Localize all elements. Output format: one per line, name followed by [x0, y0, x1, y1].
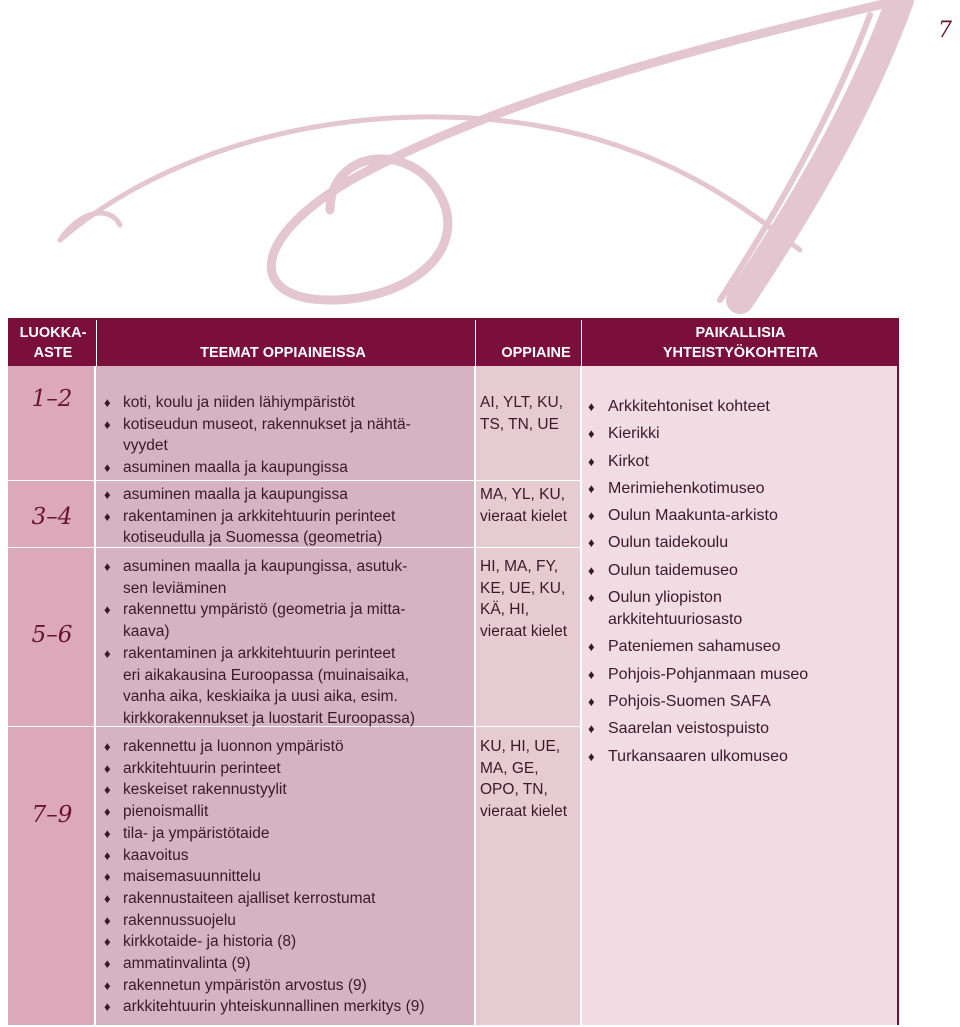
topics-7-9 — [104, 736, 474, 1018]
list-item: ♦ koti, koulu ja niiden lähiympäristöt — [104, 392, 474, 414]
list-item: ♦ Oulun Maakunta-arkisto — [588, 505, 893, 527]
subject-5-6: HI, MA, FY, KE, UE, KU, KÄ, HI, vieraat kielet — [480, 558, 568, 641]
list-item: ♦ Arkkitehtoniset kohteet — [588, 396, 893, 418]
list-item: ♦ rakennetun ympäristön arvostus (9) — [104, 975, 474, 997]
topics-3-4 — [104, 484, 474, 549]
list-item: ♦ maisemasuunnittelu — [104, 866, 474, 888]
list-item: ♦ rakennustaiteen ajalliset kerrostumat — [104, 888, 474, 910]
list-item: ♦ Turkansaaren ulkomuseo — [588, 746, 893, 768]
table-header — [8, 318, 899, 366]
header-partners: PAIKALLISIA YHTEISTYÖKOHTEITA — [662, 325, 819, 361]
curriculum-table — [8, 318, 899, 1025]
list-item: ♦ rakentaminen ja arkkitehtuurin perinteet kotiseudulla ja Suomessa (geometria) — [104, 506, 474, 549]
list-item: ♦ Oulun yliopiston arkkitehtuuriosasto — [588, 587, 893, 631]
partners-list — [588, 396, 893, 773]
list-item: ♦ kirkkotaide- ja historia (8) — [104, 931, 474, 953]
grade-7-9: 7–9 — [31, 802, 73, 828]
list-item: ♦ asuminen maalla ja kaupungissa — [104, 484, 474, 506]
list-item: ♦ rakentaminen ja arkkitehtuurin perinteet eri aikakausina Euroopassa (muinaisaika, vanha aika, keskiaika ja uusi aika, esim. kirkkorakennukset ja luostarit Euroopassa) — [104, 643, 474, 730]
list-item: ♦ Oulun taidekoulu — [588, 532, 893, 554]
header-grade: LUOKKA- ASTE — [19, 325, 87, 361]
list-item: ♦ rakennussuojelu — [104, 910, 474, 932]
list-item: ♦ Pohjois-Suomen SAFA — [588, 691, 893, 713]
header-subject: OPPIAINE — [501, 345, 571, 361]
list-item: ♦ Kierikki — [588, 423, 893, 445]
subject-column — [476, 366, 580, 1025]
subject-7-9: KU, HI, UE, MA, GE, OPO, TN, vieraat kielet — [480, 738, 568, 821]
list-item: ♦ tila- ja ympäristötaide — [104, 823, 474, 845]
list-item: ♦ asuminen maalla ja kaupungissa — [104, 457, 474, 479]
list-item: ♦ Pateniemen sahamuseo — [588, 636, 893, 658]
list-item: ♦ Kirkot — [588, 451, 893, 473]
list-item: ♦ keskeiset rakennustyylit — [104, 779, 474, 801]
list-item: ♦ Oulun taidemuseo — [588, 560, 893, 582]
list-item: ♦ pienoismallit — [104, 801, 474, 823]
table-body — [8, 366, 899, 1025]
grade-3-4: 3–4 — [31, 504, 73, 530]
page-number: 7 — [938, 18, 952, 43]
decorative-letter-a — [0, 0, 960, 330]
list-item: ♦ kaavoitus — [104, 845, 474, 867]
list-item: ♦ arkkitehtuurin yhteiskunnallinen merkitys (9) — [104, 996, 474, 1018]
list-item: ♦ kotiseudun museot, rakennukset ja nähtä- vyydet — [104, 414, 474, 457]
list-item: ♦ ammatinvalinta (9) — [104, 953, 474, 975]
subject-3-4: MA, YL, KU, vieraat kielet — [480, 486, 568, 525]
list-item: ♦ Merimiehenkotimuseo — [588, 478, 893, 500]
list-item: ♦ rakennettu ja luonnon ympäristö — [104, 736, 474, 758]
grade-5-6: 5–6 — [31, 622, 73, 648]
list-item: ♦ Saarelan veistospuisto — [588, 718, 893, 740]
topics-5-6 — [104, 556, 474, 730]
subject-1-2: AI, YLT, KU, TS, TN, UE — [480, 394, 563, 433]
list-item: ♦ Pohjois-Pohjanmaan museo — [588, 664, 893, 686]
header-topics: TEEMAT OPPIAINEISSA — [200, 345, 366, 361]
topics-1-2 — [104, 392, 474, 479]
grade-column — [8, 366, 94, 1025]
list-item: ♦ arkkitehtuurin perinteet — [104, 758, 474, 780]
list-item: ♦ rakennettu ympäristö (geometria ja mitta- kaava) — [104, 599, 474, 642]
list-item: ♦ asuminen maalla ja kaupungissa, asutuk- sen leviäminen — [104, 556, 474, 599]
grade-1-2: 1–2 — [31, 386, 73, 412]
